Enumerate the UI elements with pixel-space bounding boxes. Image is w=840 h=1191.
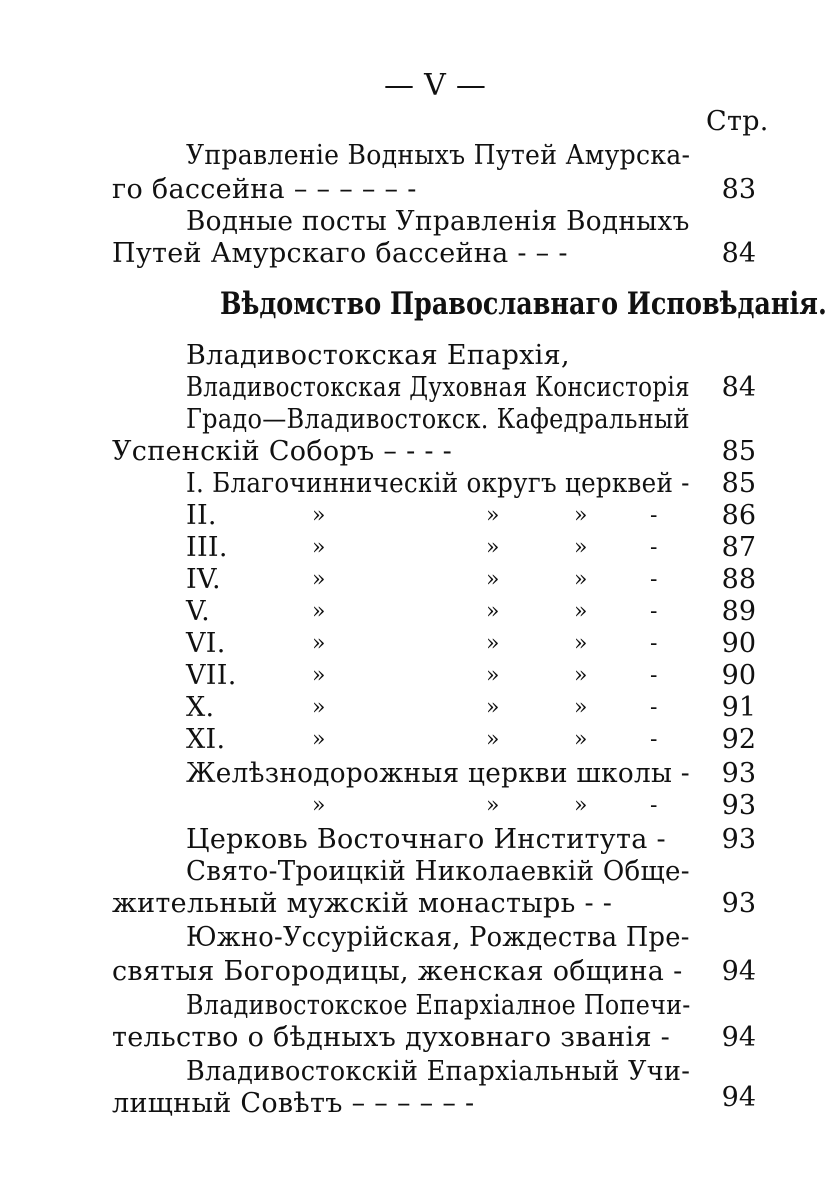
page-ref: 84: [721, 372, 756, 403]
ditto-mark: »: [312, 631, 326, 656]
dash-mark: -: [650, 631, 658, 656]
entry-line: I. Благочинническій округъ церквей -: [186, 468, 690, 499]
entry-line: Свято-Троицкій Николаевкій Обще-: [186, 856, 690, 887]
page-ref: 92: [721, 724, 756, 755]
deanery-numeral: VI.: [186, 628, 226, 659]
deanery-numeral: X.: [186, 692, 215, 723]
deanery-numeral: VII.: [186, 660, 237, 691]
page-number: — V —: [384, 68, 487, 103]
page-ref: 84: [721, 238, 756, 269]
page-ref: 89: [721, 596, 756, 627]
ditto-mark: »: [486, 535, 500, 560]
entry-line: Владивостокское Епархіалное Попечи-: [186, 990, 691, 1021]
entry-line: Церковь Восточнаго Института -: [186, 824, 666, 855]
page-ref: 85: [721, 436, 756, 467]
page-ref: 90: [721, 628, 756, 659]
ditto-mark: »: [574, 631, 588, 656]
ditto-mark: »: [574, 695, 588, 720]
dash-mark: -: [650, 599, 658, 624]
ditto-mark: »: [486, 695, 500, 720]
page-ref: 94: [721, 956, 756, 987]
dash-mark: -: [650, 503, 658, 528]
dash-mark: -: [650, 727, 658, 752]
ditto-mark: »: [574, 663, 588, 688]
page-ref: 90: [721, 660, 756, 691]
ditto-mark: »: [312, 663, 326, 688]
ditto-mark: »: [486, 793, 500, 818]
deanery-numeral: III.: [186, 532, 228, 563]
entry-line: жительный мужскій монастырь - -: [112, 888, 613, 919]
ditto-mark: »: [486, 599, 500, 624]
entry-line: Путей Амурскаго бассейна - – -: [112, 238, 568, 269]
dash-mark: -: [650, 567, 658, 592]
ditto-mark: »: [486, 663, 500, 688]
ditto-mark: »: [574, 599, 588, 624]
entry-line: Владивостокскій Епархіальный Учи-: [186, 1056, 691, 1087]
ditto-mark: »: [312, 503, 326, 528]
ditto-mark: »: [312, 793, 326, 818]
entry-line: тельство о бѣдныхъ духовнаго званія -: [112, 1022, 671, 1053]
ditto-mark: »: [312, 567, 326, 592]
entry-line: Успенскій Соборъ – - - -: [112, 436, 453, 467]
page-ref: 94: [721, 1082, 756, 1113]
entry-line: Водные посты Управленія Водныхъ: [186, 206, 690, 237]
deanery-numeral: XI.: [186, 724, 226, 755]
entry-line: го бассейна – – – – – -: [112, 174, 417, 205]
entry-line: Градо—Владивостокск. Кафедральный: [186, 404, 690, 435]
deanery-numeral: V.: [186, 596, 210, 627]
page-ref: 93: [721, 888, 756, 919]
page-ref: 85: [721, 468, 756, 499]
page-ref: 93: [721, 824, 756, 855]
entry-line: Управленіе Водныхъ Путей Амурска-: [186, 140, 691, 171]
page-ref: 86: [721, 500, 756, 531]
ditto-mark: »: [312, 535, 326, 560]
dash-mark: -: [650, 695, 658, 720]
ditto-mark: »: [574, 793, 588, 818]
page-ref: 87: [721, 532, 756, 563]
page-ref: 93: [721, 758, 756, 789]
ditto-mark: »: [486, 567, 500, 592]
page-ref: 94: [721, 1022, 756, 1053]
ditto-mark: »: [574, 727, 588, 752]
entry-line: Южно-Уссурійская, Рождества Пре-: [186, 922, 690, 953]
dash-mark: -: [650, 793, 658, 818]
ditto-mark: »: [486, 631, 500, 656]
dash-mark: -: [650, 663, 658, 688]
entry-line: Владивостокская Духовная Консисторія: [186, 372, 690, 403]
section-heading: Вѣдомство Православнаго Исповѣданія.: [220, 286, 827, 322]
page-ref: 93: [721, 790, 756, 821]
ditto-mark: »: [312, 599, 326, 624]
ditto-mark: »: [486, 727, 500, 752]
ditto-mark: »: [486, 503, 500, 528]
ditto-mark: »: [574, 567, 588, 592]
page-ref: 91: [721, 692, 756, 723]
page-ref: 88: [721, 564, 756, 595]
ditto-mark: »: [312, 695, 326, 720]
ditto-mark: »: [312, 727, 326, 752]
entry-line: Владивостокская Епархія,: [186, 340, 570, 371]
page-ref: 83: [721, 174, 756, 205]
entry-line: лищный Совѣтъ – – – – – -: [112, 1088, 475, 1119]
entry-line: Желѣзнодорожныя церкви школы -: [186, 758, 690, 789]
dash-mark: -: [650, 535, 658, 560]
page-column-label: Стр.: [706, 106, 769, 137]
entry-line: святыя Богородицы, женская община -: [112, 956, 683, 987]
deanery-numeral: IV.: [186, 564, 221, 595]
deanery-numeral: II.: [186, 500, 217, 531]
ditto-mark: »: [574, 535, 588, 560]
ditto-mark: »: [574, 503, 588, 528]
